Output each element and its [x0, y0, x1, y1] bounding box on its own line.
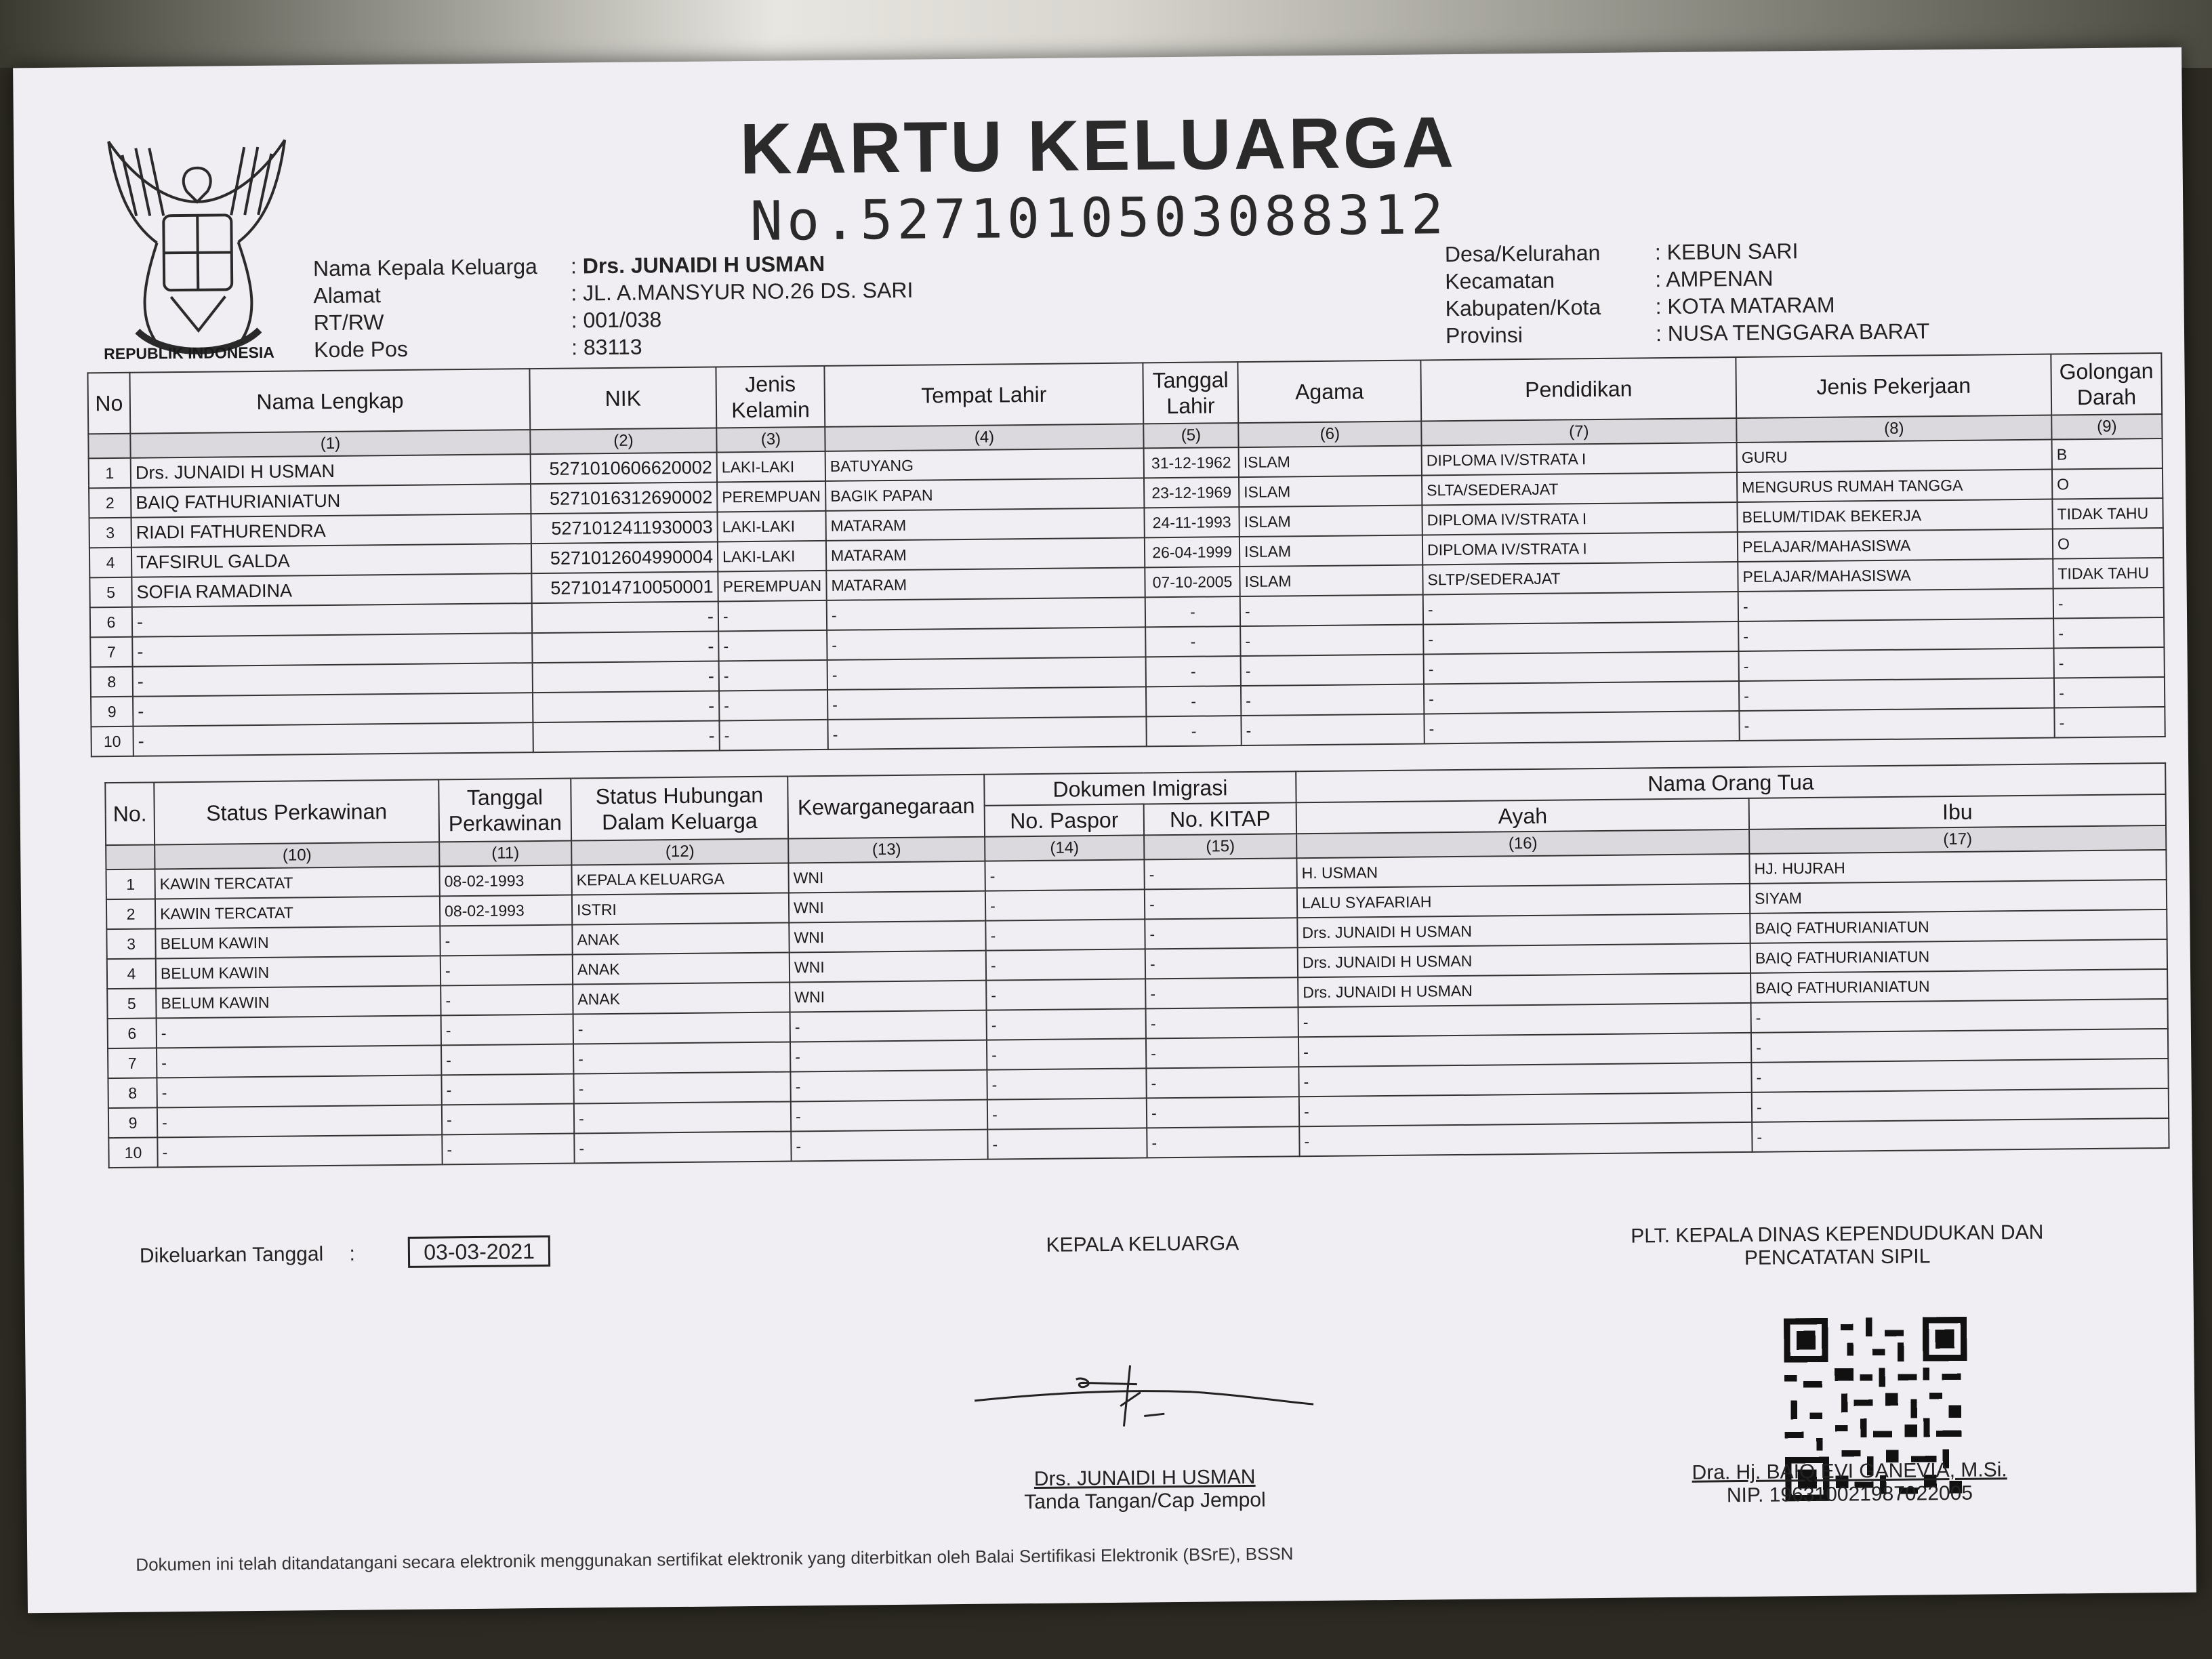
nama-lengkap-cell: BAIQ FATHURIANIATUN	[131, 484, 531, 518]
ibu-cell: BAIQ FATHURIANIATUN	[1750, 969, 2167, 1003]
agama-cell: ISLAM	[1239, 475, 1422, 507]
tanggal-lahir-cell: 24-11-1993	[1144, 507, 1239, 537]
ayah-cell: H. USMAN	[1296, 854, 1749, 888]
no-paspor-cell: -	[986, 949, 1145, 980]
kewarganegaraan-cell: -	[791, 1100, 987, 1132]
tempat-lahir-cell: BAGIK PAPAN	[825, 478, 1144, 511]
status-hubungan-cell: ANAK	[573, 982, 790, 1014]
no-kitap-cell: -	[1147, 1126, 1299, 1158]
col-number: (14)	[985, 835, 1144, 861]
col-number: (15)	[1144, 834, 1296, 859]
agama-cell: -	[1240, 624, 1423, 656]
jenis-pekerjaan-cell: BELUM/TIDAK BEKERJA	[1737, 499, 2052, 532]
nama-lengkap-cell: -	[132, 633, 532, 667]
row-no-cell: 2	[106, 899, 155, 929]
col-pendidikan: Pendidikan	[1420, 357, 1736, 421]
golongan-darah-cell: -	[2053, 617, 2164, 649]
tanggal-lahir-cell: -	[1145, 596, 1240, 627]
value-alamat: JL. A.MANSYUR NO.26 DS. SARI	[582, 277, 914, 306]
agama-cell: -	[1241, 714, 1424, 745]
issued-date: 03-03-2021	[408, 1235, 550, 1268]
no-kitap-cell: -	[1144, 858, 1296, 889]
nama-lengkap-cell: -	[133, 722, 533, 756]
status-table-body	[106, 850, 2169, 1168]
pendidikan-cell: -	[1423, 592, 1738, 624]
pendidikan-cell: -	[1424, 681, 1739, 714]
ibu-cell: -	[1751, 1059, 2168, 1092]
jenis-kelamin-cell: -	[719, 690, 827, 721]
tanggal-lahir-cell: -	[1146, 686, 1241, 716]
tanggal-perkawinan-cell: -	[441, 985, 573, 1016]
agama-cell: ISLAM	[1240, 535, 1422, 567]
golongan-darah-cell: O	[2053, 528, 2163, 559]
no-paspor-cell: -	[987, 1038, 1146, 1069]
col-number: (6)	[1238, 421, 1421, 447]
row-no-cell: 5	[107, 988, 156, 1019]
ibu-cell: -	[1751, 1029, 2168, 1063]
row-no-cell: 7	[90, 637, 132, 668]
col-number: (17)	[1749, 825, 2166, 854]
col2-no-paspor: No. Paspor	[985, 804, 1144, 836]
issued-label: Dikeluarkan Tanggal	[139, 1243, 324, 1267]
value-kabupaten: KOTA MATARAM	[1667, 292, 1835, 319]
golongan-darah-cell: -	[2053, 647, 2164, 678]
agama-cell: -	[1240, 594, 1423, 626]
kewarganegaraan-cell: WNI	[790, 951, 986, 983]
col-number: (5)	[1143, 423, 1238, 448]
value-rtrw: 001/038	[583, 307, 662, 333]
status-hubungan-cell: KEPALA KELUARGA	[571, 863, 788, 895]
pendidikan-cell: SLTP/SEDERAJAT	[1422, 562, 1738, 594]
no-kitap-cell: -	[1147, 1097, 1299, 1128]
tanggal-lahir-cell: 23-12-1969	[1144, 477, 1239, 508]
row-no-cell: 5	[89, 577, 131, 608]
issued-block	[140, 1239, 550, 1268]
document-title: KARTU KELUARGA	[739, 102, 1457, 190]
official-title-line2: PENCATATAN SIPIL	[1744, 1245, 1931, 1269]
jenis-kelamin-cell: -	[719, 660, 827, 691]
head-title: KEPALA KELUARGA	[1046, 1232, 1240, 1256]
status-perkawinan-cell: -	[157, 1045, 441, 1078]
header-left-values: : Drs. JUNAIDI H USMAN : JL. A.MANSYUR NO.26 DS. SARI : 001/038 : 83113	[570, 251, 914, 360]
jenis-pekerjaan-cell: -	[1739, 708, 2054, 741]
col2-ayah: Ayah	[1296, 798, 1749, 834]
header-right-block	[1445, 239, 1601, 349]
col2-kewarganegaraan: Kewarganegaraan	[787, 775, 985, 839]
nik-cell: -	[533, 661, 719, 693]
nama-lengkap-cell: -	[132, 603, 532, 637]
jenis-pekerjaan-cell: MENGURUS RUMAH TANGGA	[1737, 470, 2052, 502]
jenis-kelamin-cell: -	[719, 720, 827, 751]
tempat-lahir-cell: MATARAM	[825, 508, 1144, 541]
ayah-cell: -	[1299, 1122, 1752, 1156]
no-paspor-cell: -	[985, 859, 1144, 890]
row-no-cell: 4	[89, 548, 131, 578]
official-name: Dra. Hj. BAIQ EVI GANEVIA, M.Si.	[1692, 1458, 2007, 1484]
nik-cell: -	[533, 720, 719, 752]
kewarganegaraan-cell: -	[790, 1040, 987, 1072]
col-tempat-lahir: Tempat Lahir	[824, 363, 1143, 427]
jenis-kelamin-cell: -	[718, 630, 827, 661]
status-perkawinan-cell: -	[157, 1075, 441, 1107]
nama-lengkap-cell: Drs. JUNAIDI H USMAN	[131, 454, 531, 488]
members-table-body	[89, 438, 2165, 756]
pendidikan-cell: DIPLOMA IV/STRATA I	[1422, 532, 1738, 565]
official-title-block	[1583, 1221, 2092, 1271]
col-number: (7)	[1421, 418, 1736, 445]
official-title-line1: PLT. KEPALA DINAS KEPENDUDUKAN DAN	[1631, 1221, 2044, 1248]
agama-cell: ISLAM	[1239, 505, 1422, 537]
jenis-pekerjaan-cell: GURU	[1737, 440, 2052, 472]
label-provinsi: Provinsi	[1445, 323, 1523, 348]
jenis-kelamin-cell: -	[718, 600, 827, 632]
label-kodepos: Kode Pos	[313, 336, 409, 363]
col-number: (12)	[571, 838, 788, 865]
row-no-cell: 3	[89, 518, 131, 548]
ibu-cell: BAIQ FATHURIANIATUN	[1750, 939, 2167, 973]
ayah-cell: Drs. JUNAIDI H USMAN	[1298, 973, 1750, 1007]
head-name: Drs. JUNAIDI H USMAN	[1033, 1465, 1256, 1491]
col-number: (8)	[1736, 415, 2051, 443]
row-no-cell: 1	[106, 869, 155, 899]
status-perkawinan-cell: BELUM KAWIN	[156, 985, 441, 1018]
status-perkawinan-cell: -	[157, 1015, 441, 1048]
jenis-pekerjaan-cell: PELAJAR/MAHASISWA	[1738, 529, 2053, 562]
ayah-cell: LALU SYAFARIAH	[1297, 884, 1750, 918]
col-number: (11)	[439, 841, 571, 867]
col-number	[88, 434, 130, 459]
status-perkawinan-cell: BELUM KAWIN	[156, 956, 441, 988]
col-agama: Agama	[1237, 360, 1421, 423]
tanggal-perkawinan-cell: 08-02-1993	[439, 865, 571, 897]
header-left-block	[313, 253, 538, 363]
tanggal-lahir-cell: 31-12-1962	[1144, 447, 1239, 478]
col-jenis-kelamin: Jenis Kelamin	[716, 366, 825, 428]
no-kitap-cell: -	[1146, 1067, 1298, 1098]
jenis-pekerjaan-cell: -	[1739, 649, 2054, 681]
ibu-cell: SIYAM	[1750, 880, 2167, 914]
col-nama: Nama Lengkap	[129, 369, 530, 434]
ayah-cell: -	[1298, 1003, 1751, 1037]
tanggal-perkawinan-cell: -	[442, 1104, 574, 1135]
status-hubungan-cell: -	[574, 1131, 791, 1163]
col-number: (9)	[2051, 414, 2162, 440]
status-perkawinan-cell: -	[157, 1134, 442, 1167]
status-hubungan-cell: ANAK	[572, 922, 789, 954]
pendidikan-cell: -	[1424, 651, 1739, 684]
col-golongan-darah: Golongan Darah	[2051, 353, 2162, 415]
agama-cell: ISLAM	[1239, 445, 1422, 477]
no-paspor-cell: -	[987, 1008, 1146, 1040]
pendidikan-cell: DIPLOMA IV/STRATA I	[1422, 502, 1737, 535]
golongan-darah-cell: TIDAK TAHU	[2052, 498, 2163, 529]
status-hubungan-cell: -	[573, 1071, 790, 1103]
label-kepala: Nama Kepala Keluarga	[312, 253, 538, 281]
ayah-cell: Drs. JUNAIDI H USMAN	[1298, 943, 1750, 977]
label-kabupaten: Kabupaten/Kota	[1445, 294, 1601, 321]
head-signer-block	[975, 1465, 1315, 1515]
electronic-signature-note: Dokumen ini telah ditandatangani secara elektronik menggunakan sertifikat elektronik yang diterbitkan oleh Balai Sertifikasi Elektronik (BSrE), BSSN	[136, 1543, 1294, 1575]
agama-cell: -	[1241, 684, 1424, 716]
label-desa: Desa/Kelurahan	[1444, 240, 1601, 267]
ibu-cell: -	[1751, 999, 2168, 1033]
no-kitap-cell: -	[1146, 1007, 1298, 1038]
ayah-cell: -	[1299, 1092, 1752, 1126]
tanggal-lahir-cell: 07-10-2005	[1145, 567, 1240, 597]
col-number: (3)	[716, 427, 825, 453]
tanggal-perkawinan-cell: 08-02-1993	[440, 895, 572, 926]
col2-no-kitap: No. KITAP	[1144, 802, 1296, 835]
status-perkawinan-cell: -	[157, 1105, 442, 1137]
value-desa: KEBUN SARI	[1666, 239, 1799, 264]
col-number	[106, 844, 155, 869]
col2-dokumen-imigrasi: Dokumen Imigrasi	[984, 771, 1296, 805]
nama-lengkap-cell: SOFIA RAMADINA	[131, 573, 531, 607]
tanggal-perkawinan-cell: -	[441, 1044, 573, 1076]
row-no-cell: 10	[108, 1137, 157, 1168]
row-no-cell: 2	[89, 488, 131, 518]
col-nik: NIK	[529, 367, 716, 430]
golongan-darah-cell: O	[2052, 468, 2163, 499]
row-no-cell: 4	[107, 958, 156, 989]
no-kitap-cell: -	[1146, 1037, 1298, 1068]
nik-cell: -	[532, 631, 718, 663]
jenis-kelamin-cell: PEREMPUAN	[717, 481, 825, 512]
kewarganegaraan-cell: WNI	[789, 891, 985, 923]
row-no-cell: 9	[108, 1107, 157, 1138]
tempat-lahir-cell: BATUYANG	[825, 448, 1144, 481]
status-perkawinan-cell: KAWIN TERCATAT	[155, 866, 439, 899]
no-kitap-cell: -	[1145, 888, 1297, 919]
kewarganegaraan-cell: -	[791, 1130, 987, 1162]
pendidikan-cell: -	[1423, 621, 1738, 654]
official-nip: NIP. 196310021987022005	[1726, 1481, 1973, 1507]
no-paspor-cell: -	[986, 979, 1145, 1010]
head-caption: Tanda Tangan/Cap Jempol	[1024, 1488, 1266, 1514]
tempat-lahir-cell: -	[827, 716, 1146, 750]
col-number: (1)	[130, 430, 530, 458]
tempat-lahir-cell: -	[827, 687, 1146, 720]
col-number: (4)	[825, 424, 1143, 451]
nik-cell: 5271014710050001	[531, 571, 718, 603]
golongan-darah-cell: B	[2052, 438, 2163, 470]
ibu-cell: HJ. HUJRAH	[1749, 850, 2166, 884]
no-paspor-cell: -	[985, 919, 1145, 950]
label-alamat: Alamat	[313, 283, 382, 308]
tanggal-perkawinan-cell: -	[442, 1134, 574, 1165]
kewarganegaraan-cell: -	[790, 1070, 987, 1102]
kewarganegaraan-cell: WNI	[788, 861, 985, 893]
row-no-cell: 8	[91, 667, 133, 697]
status-perkawinan-cell: KAWIN TERCATAT	[155, 896, 440, 928]
no-kitap-cell: -	[1145, 977, 1298, 1008]
col2-tanggal-perkawinan: Tanggal Perkawinan	[438, 779, 571, 842]
tanggal-perkawinan-cell: -	[441, 955, 573, 986]
tanggal-lahir-cell: -	[1146, 716, 1241, 746]
row-no-cell: 10	[91, 726, 133, 757]
card-number: No.5271010503088312	[750, 183, 1448, 253]
tanggal-lahir-cell: -	[1146, 656, 1241, 687]
row-no-cell: 9	[91, 697, 133, 727]
value-provinsi: NUSA TENGGARA BARAT	[1667, 319, 1930, 346]
kewarganegaraan-cell: -	[790, 1010, 987, 1042]
value-kecamatan: AMPENAN	[1666, 266, 1774, 292]
status-perkawinan-cell: BELUM KAWIN	[155, 926, 440, 958]
col2-status-hubungan: Status Hubungan Dalam Keluarga	[571, 776, 788, 840]
no-paspor-cell: -	[987, 1128, 1147, 1159]
status-hubungan-cell: -	[573, 1042, 790, 1073]
kewarganegaraan-cell: WNI	[789, 921, 985, 953]
col-number: (13)	[788, 837, 985, 863]
col2-ibu: Ibu	[1749, 794, 2166, 830]
status-hubungan-cell: -	[573, 1012, 790, 1044]
value-kepala: Drs. JUNAIDI H USMAN	[582, 251, 825, 279]
col-number: (10)	[155, 842, 439, 869]
issued-sep: :	[349, 1242, 356, 1265]
status-hubungan-cell: ANAK	[573, 952, 790, 984]
row-no-cell: 6	[90, 607, 132, 638]
agama-cell: ISLAM	[1240, 565, 1422, 596]
tempat-lahir-cell: -	[827, 597, 1145, 630]
col-number: (16)	[1296, 830, 1749, 858]
nama-lengkap-cell: -	[133, 693, 533, 726]
republik-label: REPUBLIK INDONESIA	[104, 343, 275, 363]
row-no-cell: 3	[106, 928, 155, 959]
no-kitap-cell: -	[1145, 918, 1297, 949]
agama-cell: -	[1241, 654, 1424, 686]
no-paspor-cell: -	[987, 1098, 1147, 1129]
status-table	[104, 762, 2169, 1168]
ibu-cell: -	[1752, 1088, 2169, 1122]
kewarganegaraan-cell: WNI	[790, 981, 986, 1012]
jenis-kelamin-cell: PEREMPUAN	[718, 571, 826, 602]
pendidikan-cell: DIPLOMA IV/STRATA I	[1422, 443, 1737, 475]
status-hubungan-cell: ISTRI	[572, 893, 789, 924]
golongan-darah-cell: -	[2053, 588, 2164, 619]
members-table	[87, 352, 2165, 757]
tanggal-perkawinan-cell: -	[441, 1074, 573, 1105]
nik-cell: -	[532, 601, 718, 633]
ayah-cell: -	[1298, 1063, 1751, 1097]
jenis-pekerjaan-cell: -	[1738, 589, 2053, 621]
col-tanggal-lahir: Tanggal Lahir	[1143, 362, 1238, 424]
no-paspor-cell: -	[985, 889, 1145, 920]
pendidikan-cell: SLTA/SEDERAJAT	[1422, 472, 1737, 505]
ayah-cell: -	[1298, 1033, 1751, 1067]
official-signer-block	[1626, 1458, 2074, 1508]
golongan-darah-cell: -	[2054, 707, 2165, 738]
jenis-kelamin-cell: LAKI-LAKI	[717, 451, 825, 483]
tempat-lahir-cell: MATARAM	[826, 567, 1145, 600]
label-rtrw: RT/RW	[313, 310, 384, 335]
nama-lengkap-cell: RIADI FATHURENDRA	[131, 514, 531, 548]
nik-cell: 5271010606620002	[531, 452, 717, 484]
family-card-document	[13, 47, 2196, 1614]
tempat-lahir-cell: -	[827, 627, 1145, 660]
tanggal-lahir-cell: 26-04-1999	[1145, 537, 1240, 567]
ibu-cell: BAIQ FATHURIANIATUN	[1750, 909, 2167, 943]
nik-cell: -	[533, 691, 719, 722]
tempat-lahir-cell: MATARAM	[826, 537, 1145, 571]
nik-cell: 5271012411930003	[531, 512, 717, 544]
pendidikan-cell: -	[1424, 711, 1739, 743]
header-right-values: : KEBUN SARI : AMPENAN : KOTA MATARAM : NUSA TENGGARA BARAT	[1654, 239, 1930, 346]
nik-cell: 5271016312690002	[531, 482, 717, 514]
golongan-darah-cell: -	[2054, 677, 2165, 708]
col2-status-perkawinan: Status Perkawinan	[154, 779, 439, 844]
col2-no: No.	[105, 782, 155, 845]
golongan-darah-cell: TIDAK TAHU	[2053, 558, 2163, 589]
nama-lengkap-cell: TAFSIRUL GALDA	[131, 544, 531, 577]
value-kodepos: 83113	[583, 334, 642, 360]
row-no-cell: 1	[89, 458, 131, 489]
jenis-pekerjaan-cell: -	[1738, 619, 2053, 651]
col-no: No	[87, 373, 130, 434]
nama-lengkap-cell: -	[133, 663, 533, 697]
no-kitap-cell: -	[1145, 947, 1298, 979]
jenis-pekerjaan-cell: PELAJAR/MAHASISWA	[1738, 559, 2053, 592]
ayah-cell: Drs. JUNAIDI H USMAN	[1297, 914, 1750, 947]
status-hubungan-cell: -	[574, 1101, 791, 1133]
jenis-kelamin-cell: LAKI-LAKI	[718, 541, 826, 572]
tempat-lahir-cell: -	[827, 657, 1146, 690]
col2-nama-orang-tua: Nama Orang Tua	[1296, 763, 2165, 802]
col-pekerjaan: Jenis Pekerjaan	[1736, 354, 2051, 418]
ibu-cell: -	[1752, 1118, 2169, 1152]
jenis-pekerjaan-cell: -	[1739, 678, 2054, 711]
row-no-cell: 7	[108, 1048, 157, 1078]
row-no-cell: 8	[108, 1078, 157, 1108]
tanggal-perkawinan-cell: -	[440, 925, 572, 956]
tanggal-perkawinan-cell: -	[441, 1015, 573, 1046]
tanggal-lahir-cell: -	[1145, 626, 1240, 657]
nik-cell: 5271012604990004	[531, 541, 718, 573]
jenis-kelamin-cell: LAKI-LAKI	[717, 511, 825, 542]
no-paspor-cell: -	[987, 1068, 1146, 1099]
label-kecamatan: Kecamatan	[1445, 268, 1555, 294]
handwritten-signature	[967, 1350, 1320, 1448]
col-number: (2)	[530, 428, 716, 454]
row-no-cell: 6	[108, 1018, 157, 1048]
